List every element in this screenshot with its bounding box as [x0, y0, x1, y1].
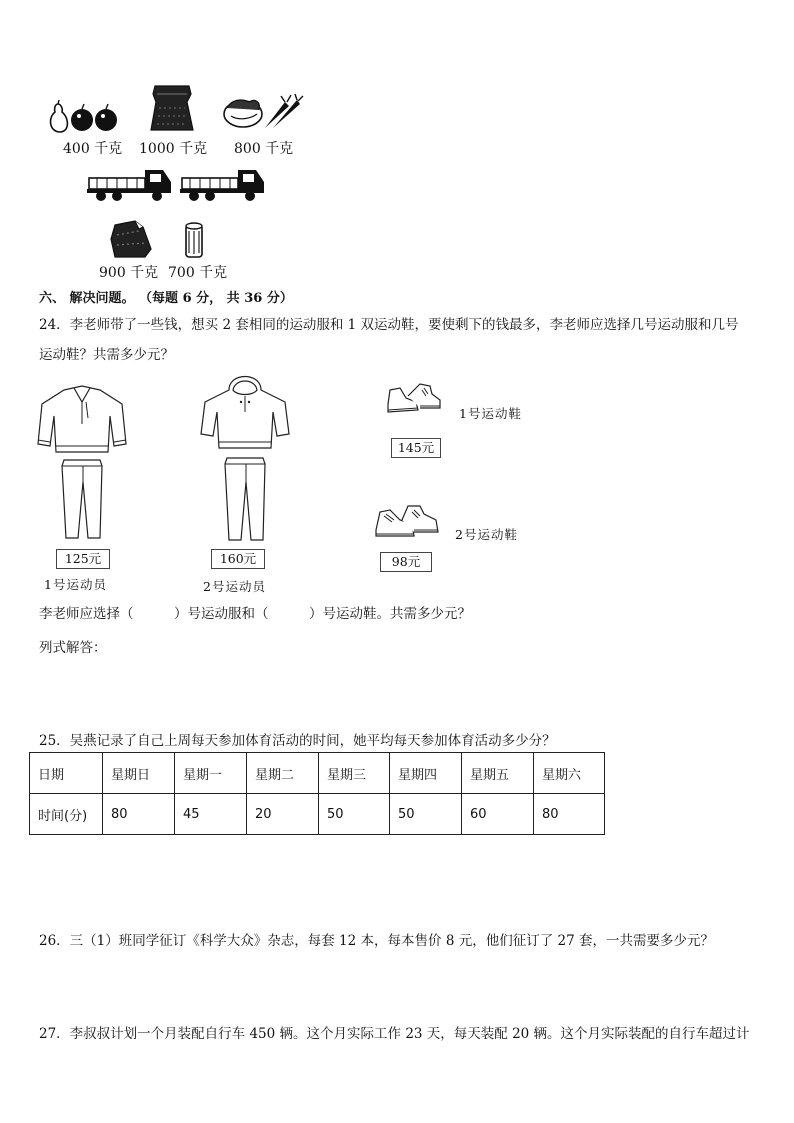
shoes-1-label: 1号运动鞋: [459, 406, 522, 421]
table-cell: 星期日: [103, 753, 175, 794]
table-cell: 星期五: [462, 753, 534, 794]
shoes-2-price: 98元: [380, 552, 432, 572]
barrel-weight: 700 千克: [168, 265, 228, 281]
truck-icon: [87, 166, 173, 202]
question-24-work-label: 列式解答：: [39, 640, 107, 656]
sportswear-2-icon: [199, 368, 291, 544]
question-24-answer-line: 李老师应选择（ ）号运动服和（ ）号运动鞋。共需多少元？: [39, 606, 471, 622]
sportswear-1-price: 125元: [56, 549, 110, 569]
bag-icon: [109, 219, 153, 259]
shoes-1-icon: [384, 380, 442, 420]
table-cell: 60: [462, 794, 534, 835]
truck-icon: [180, 166, 266, 202]
question-26-text: 26．三（1）班同学征订《科学大众》杂志，每套 12 本，每本售价 8 元，他们征订了 27 套，一共需要多少元？: [39, 933, 714, 949]
table-cell: 50: [319, 794, 390, 835]
bag-weight: 900 千克: [99, 265, 159, 281]
table-cell: 星期一: [175, 753, 247, 794]
table-cell: 星期三: [319, 753, 390, 794]
table-cell: 星期六: [534, 753, 605, 794]
sportswear-2-price: 160元: [211, 549, 265, 569]
table-cell: 80: [534, 794, 605, 835]
table-cell: 时间(分): [30, 794, 103, 835]
table-cell: 45: [175, 794, 247, 835]
shoes-2-icon: [374, 502, 440, 544]
table-row: [30, 794, 605, 835]
table-cell: 日期: [30, 753, 103, 794]
fruit-weight: 400 千克: [63, 141, 123, 157]
shoes-1-price: 145元: [391, 438, 441, 458]
shoes-2-label: 2号运动鞋: [455, 527, 518, 542]
sack-weight: 1000 千克: [139, 141, 208, 157]
section-heading: 六、 解决问题。 （每题 6 分， 共 36 分）: [39, 291, 293, 306]
question-24-text-line2: 运动鞋？共需多少元？: [39, 347, 174, 363]
activity-time-table: [29, 752, 605, 835]
sportswear-1-label: 1号运动员: [44, 577, 107, 592]
sportswear-2-label: 2号运动员: [203, 579, 266, 594]
table-cell: 20: [247, 794, 319, 835]
sack-icon: [149, 84, 195, 132]
question-27-text: 27．李叔叔计划一个月装配自行车 450 辆。这个月实际工作 23 天，每天装配 20 辆。这个月实际装配的自行车超过计: [39, 1026, 750, 1042]
vegetables-icon: [221, 94, 303, 130]
table-cell: 星期二: [247, 753, 319, 794]
vegetables-weight: 800 千克: [234, 141, 294, 157]
barrel-icon: [183, 221, 205, 259]
table-cell: 星期四: [390, 753, 462, 794]
question-25-text: 25．吴燕记录了自己上周每天参加体育活动的时间，她平均每天参加体育活动多少分？: [39, 733, 556, 749]
sportswear-1-icon: [36, 384, 128, 544]
table-cell: 50: [390, 794, 462, 835]
question-24-text-line1: 24．李老师带了一些钱，想买 2 套相同的运动服和 1 双运动鞋，要使剩下的钱最多，李老师应选择几号运动服和几号: [39, 317, 739, 333]
table-cell: 80: [103, 794, 175, 835]
table-row: [30, 753, 605, 794]
fruit-icon: [46, 100, 122, 134]
